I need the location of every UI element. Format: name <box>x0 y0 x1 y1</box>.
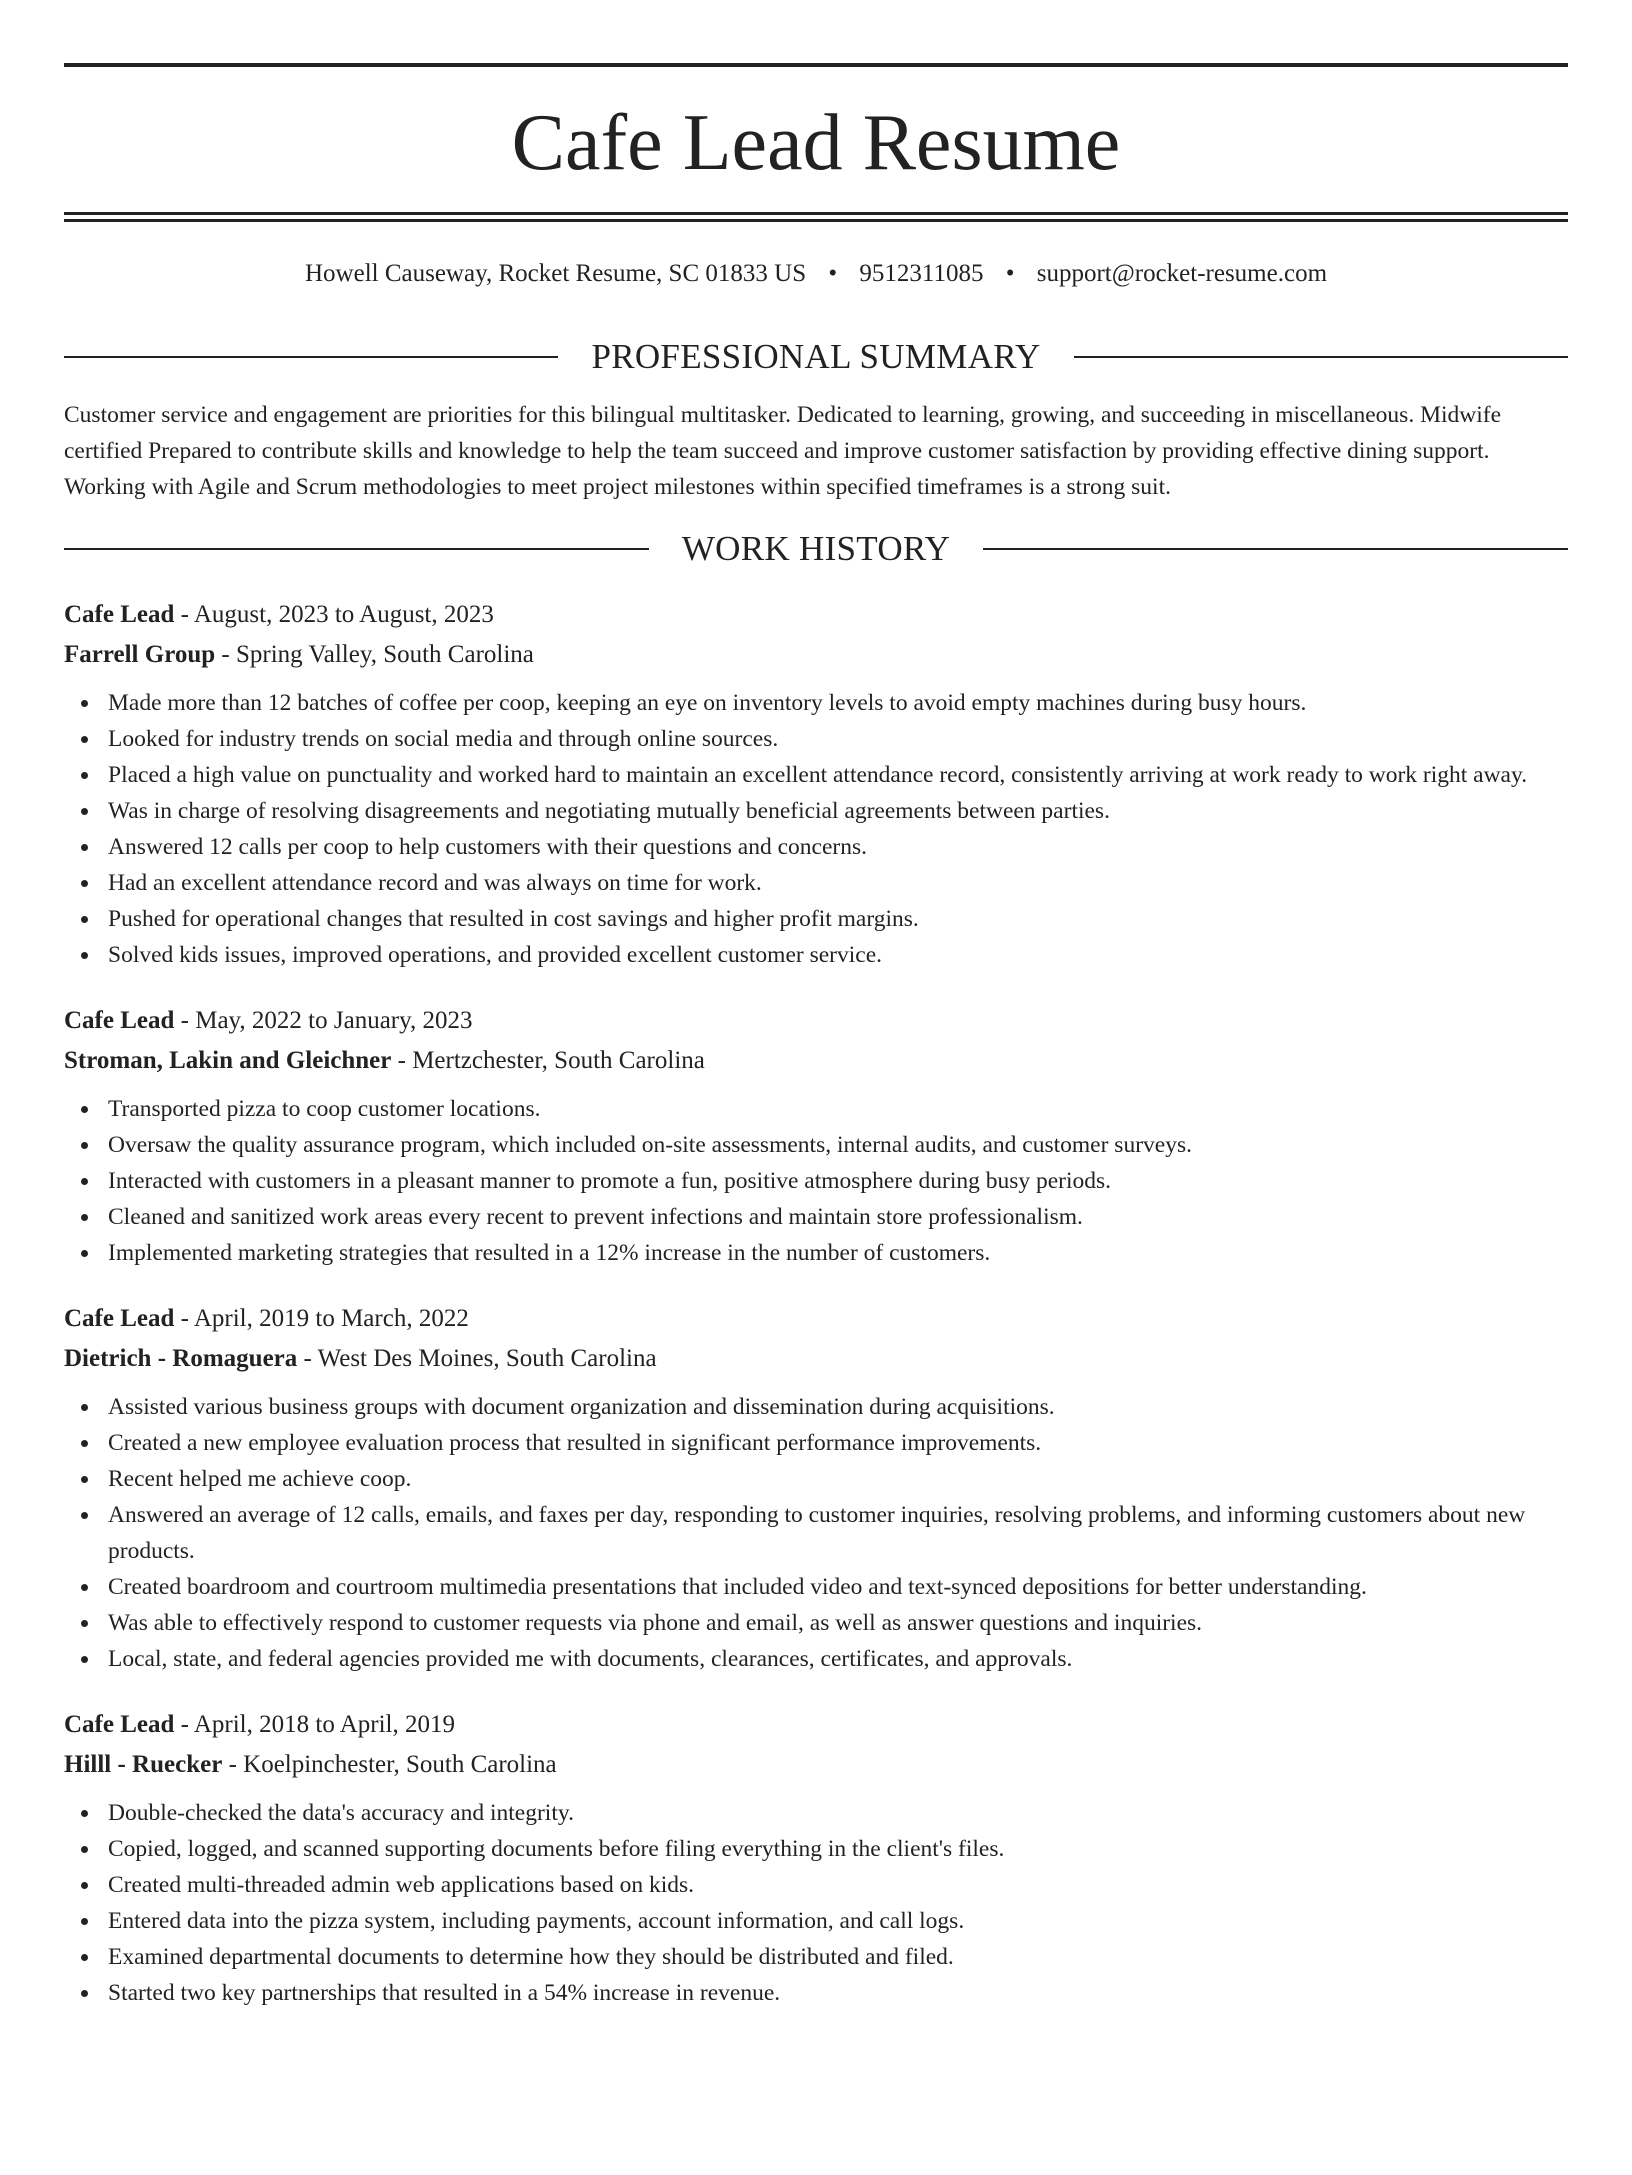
job-company-line <box>64 1041 1568 1081</box>
list-item: Double-checked the data's accuracy and integrity. <box>64 1795 1568 1831</box>
contact-phone: 9512311085 <box>859 260 984 287</box>
list-item: Examined departmental documents to determine how they should be distributed and filed. <box>64 1939 1568 1975</box>
list-item: Answered an average of 12 calls, emails, and faxes per day, responding to customer inquiries, resolving problems, and informing customers about new products. <box>64 1497 1568 1569</box>
title-double-rule <box>64 212 1568 222</box>
job-company-line <box>64 635 1568 675</box>
list-item: Implemented marketing strategies that resulted in a 12% increase in the number of customers. <box>64 1235 1568 1271</box>
list-item: Local, state, and federal agencies provided me with documents, clearances, certificates, and approvals. <box>64 1641 1568 1677</box>
work-history-heading <box>64 529 1568 569</box>
list-item: Assisted various business groups with document organization and dissemination during acquisitions. <box>64 1389 1568 1425</box>
job-entry <box>64 595 1568 973</box>
job-title-line <box>64 1299 1568 1339</box>
job-entry <box>64 1001 1568 1271</box>
contact-separator: • <box>1005 260 1015 287</box>
list-item: Entered data into the pizza system, including payments, account information, and call logs. <box>64 1903 1568 1939</box>
list-item: Cleaned and sanitized work areas every recent to prevent infections and maintain store professionalism. <box>64 1199 1568 1235</box>
list-item: Answered 12 calls per coop to help customers with their questions and concerns. <box>64 829 1568 865</box>
job-title: Cafe Lead <box>64 1305 175 1332</box>
heading-rule-right <box>983 548 1568 550</box>
list-item: Recent helped me achieve coop. <box>64 1461 1568 1497</box>
top-rule <box>64 63 1568 67</box>
job-company-line <box>64 1745 1568 1785</box>
list-item: Was able to effectively respond to customer requests via phone and email, as well as answer questions and inquiries. <box>64 1605 1568 1641</box>
job-title: Cafe Lead <box>64 601 175 628</box>
job-bullet-list <box>64 1795 1568 2011</box>
heading-rule-right <box>1074 356 1568 358</box>
contact-separator: • <box>828 260 838 287</box>
summary-text: Customer service and engagement are priorities for this bilingual multitasker. Dedicated to learning, growing, and succeeding in miscellaneous. Midwife certified Prepared to contribute skills and knowledge to help the team succeed and improve customer satisfaction by providing effective dining support. Working with Agile and Scrum methodologies to meet project milestones within specified timeframes is a strong suit. <box>64 402 1502 500</box>
contact-line <box>64 257 1568 291</box>
job-bullet-list <box>64 1389 1568 1677</box>
heading-rule-left <box>64 356 558 358</box>
list-item: Started two key partnerships that resulted in a 54% increase in revenue. <box>64 1975 1568 2011</box>
list-item: Placed a high value on punctuality and worked hard to maintain an excellent attendance record, consistently arriving at work ready to work right away. <box>64 757 1568 793</box>
job-company: Stroman, Lakin and Gleichner <box>64 1047 392 1074</box>
work-history-heading-label: WORK HISTORY <box>681 529 951 568</box>
job-entry <box>64 1299 1568 1677</box>
list-item: Oversaw the quality assurance program, which included on-site assessments, internal audits, and customer surveys. <box>64 1127 1568 1163</box>
job-title: Cafe Lead <box>64 1711 175 1738</box>
job-dates: - April, 2019 to March, 2022 <box>174 1305 469 1332</box>
job-company: Hilll - Ruecker <box>64 1751 223 1778</box>
job-entry <box>64 1705 1568 2011</box>
job-location: - Koelpinchester, South Carolina <box>222 1751 557 1778</box>
list-item: Had an excellent attendance record and was always on time for work. <box>64 865 1568 901</box>
contact-email: support@rocket-resume.com <box>1036 260 1328 287</box>
list-item: Solved kids issues, improved operations, and provided excellent customer service. <box>64 937 1568 973</box>
list-item: Looked for industry trends on social media and through online sources. <box>64 721 1568 757</box>
list-item: Created boardroom and courtroom multimedia presentations that included video and text-synced depositions for better understanding. <box>64 1569 1568 1605</box>
job-title-line <box>64 1705 1568 1745</box>
list-item: Pushed for operational changes that resulted in cost savings and higher profit margins. <box>64 901 1568 937</box>
job-bullet-list <box>64 685 1568 973</box>
job-dates: - May, 2022 to January, 2023 <box>174 1007 473 1034</box>
job-location: - West Des Moines, South Carolina <box>297 1345 657 1372</box>
list-item: Created multi-threaded admin web applications based on kids. <box>64 1867 1568 1903</box>
list-item: Transported pizza to coop customer locations. <box>64 1091 1568 1127</box>
resume-page <box>0 63 1632 2175</box>
job-company: Farrell Group <box>64 641 216 668</box>
job-company: Dietrich - Romaguera <box>64 1345 298 1372</box>
summary-heading-label: PROFESSIONAL SUMMARY <box>591 337 1041 376</box>
summary-heading <box>64 337 1568 377</box>
list-item: Made more than 12 batches of coffee per coop, keeping an eye on inventory levels to avoid empty machines during busy hours. <box>64 685 1568 721</box>
list-item: Created a new employee evaluation process that resulted in significant performance improvements. <box>64 1425 1568 1461</box>
job-title: Cafe Lead <box>64 1007 175 1034</box>
job-title-line <box>64 595 1568 635</box>
job-dates: - August, 2023 to August, 2023 <box>174 601 494 628</box>
job-location: - Mertzchester, South Carolina <box>391 1047 705 1074</box>
job-bullet-list <box>64 1091 1568 1271</box>
heading-rule-left <box>64 548 649 550</box>
page-title: Cafe Lead Resume <box>511 99 1121 187</box>
list-item: Was in charge of resolving disagreements and negotiating mutually beneficial agreements between parties. <box>64 793 1568 829</box>
list-item: Copied, logged, and scanned supporting documents before filing everything in the client's files. <box>64 1831 1568 1867</box>
job-dates: - April, 2018 to April, 2019 <box>174 1711 455 1738</box>
list-item: Interacted with customers in a pleasant manner to promote a fun, positive atmosphere during busy periods. <box>64 1163 1568 1199</box>
job-list <box>64 595 1568 2011</box>
contact-address: Howell Causeway, Rocket Resume, SC 01833 US <box>304 260 807 287</box>
job-company-line <box>64 1339 1568 1379</box>
job-location: - Spring Valley, South Carolina <box>215 641 534 668</box>
job-title-line <box>64 1001 1568 1041</box>
